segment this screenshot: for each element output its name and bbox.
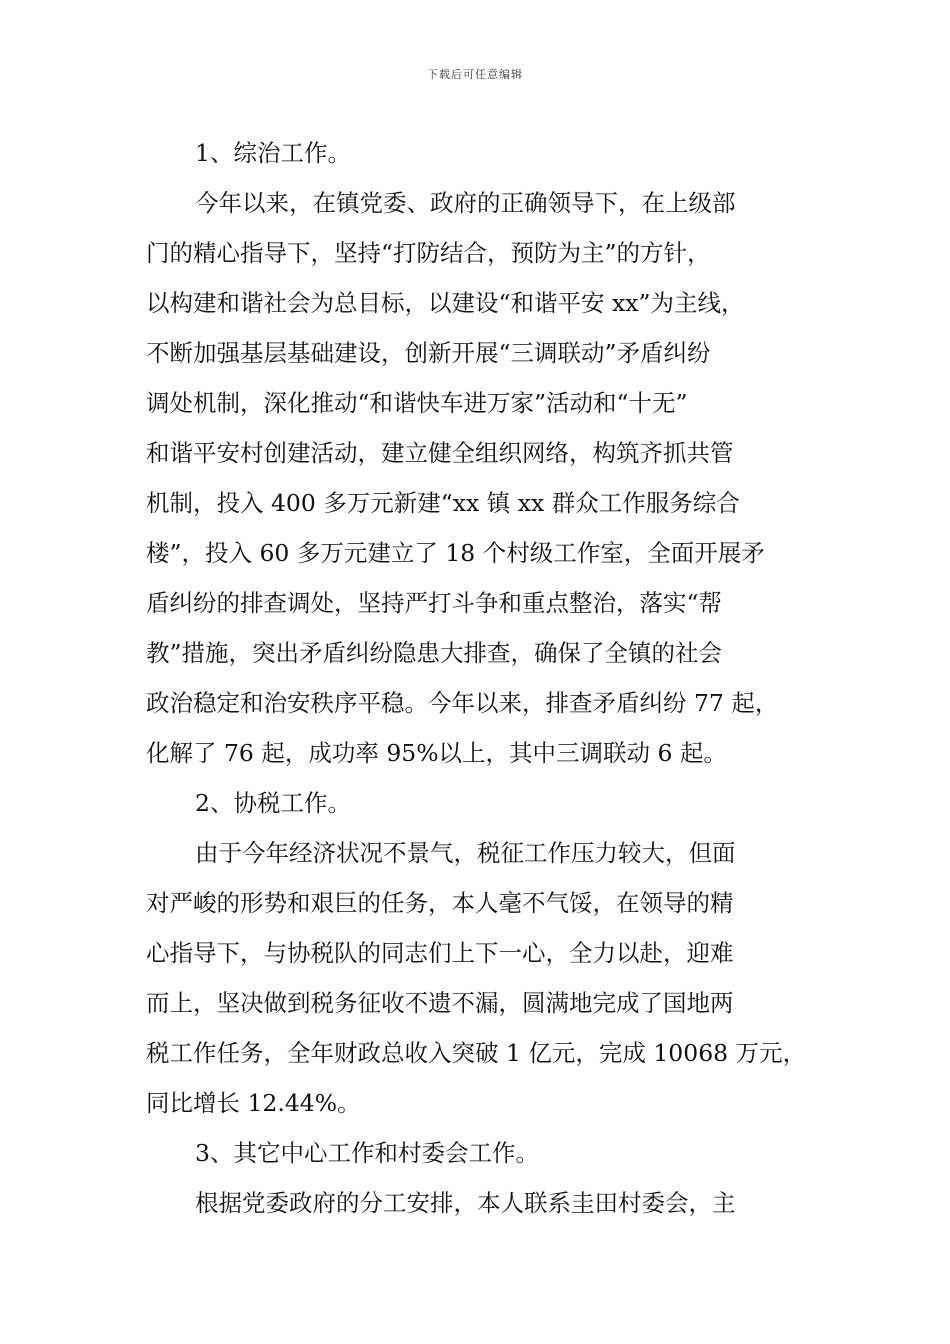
paragraph-line: 盾纠纷的排查调处，坚持严打斗争和重点整治，落实“帮: [146, 589, 723, 617]
paragraph-line: 心指导下，与协税队的同志们上下一心，全力以赴，迎难: [146, 939, 734, 967]
paragraph-line: 楼”，投入 60 多万元建立了 18 个村级工作室，全面开展矛: [146, 539, 765, 567]
header-note: 下载后可任意编辑: [427, 68, 523, 81]
paragraph-line: 而上，坚决做到税务征收不遗不漏，圆满地完成了国地两: [146, 989, 734, 1017]
section-heading: 2、协税工作。: [195, 789, 351, 817]
paragraph-line: 同比增长 12.44%。: [146, 1089, 361, 1117]
paragraph-line: 和谐平安村创建活动，建立健全组织网络，构筑齐抓共管: [146, 439, 734, 467]
paragraph-line: 税工作任务，全年财政总收入突破 1 亿元，完成 10068 万元，: [146, 1039, 807, 1067]
paragraph-line: 以构建和谐社会为总目标，以建设“和谐平安 xx”为主线，: [146, 289, 745, 317]
paragraph-line: 政治稳定和治安秩序平稳。今年以来，排查矛盾纠纷 77 起，: [146, 689, 779, 717]
paragraph-line: 门的精心指导下，坚持“打防结合，预防为主”的方针，: [146, 239, 711, 267]
paragraph-line: 由于今年经济状况不景气，税征工作压力较大，但面: [195, 839, 736, 867]
paragraph-line: 对严峻的形势和艰巨的任务，本人毫不气馁，在领导的精: [146, 889, 734, 917]
document-body: [146, 128, 814, 1228]
paragraph-line: 不断加强基层基础建设，创新开展“三调联动”矛盾纠纷: [146, 339, 711, 367]
paragraph-line: 根据党委政府的分工安排，本人联系圭田村委会，主: [195, 1189, 736, 1217]
paragraph-line: 化解了 76 起，成功率 95%以上，其中三调联动 6 起。: [146, 739, 727, 767]
paragraph-line: 今年以来，在镇党委、政府的正确领导下，在上级部: [195, 189, 736, 217]
section-heading: 1、综治工作。: [195, 139, 351, 167]
paragraph-line: 机制，投入 400 多万元新建“xx 镇 xx 群众工作服务综合: [146, 489, 740, 517]
paragraph-line: 教”措施，突出矛盾纠纷隐患大排查，确保了全镇的社会: [146, 639, 723, 667]
section-heading: 3、其它中心工作和村委会工作。: [195, 1139, 539, 1167]
paragraph-line: 调处机制，深化推动“和谐快车进万家”活动和“十无”: [146, 389, 688, 417]
